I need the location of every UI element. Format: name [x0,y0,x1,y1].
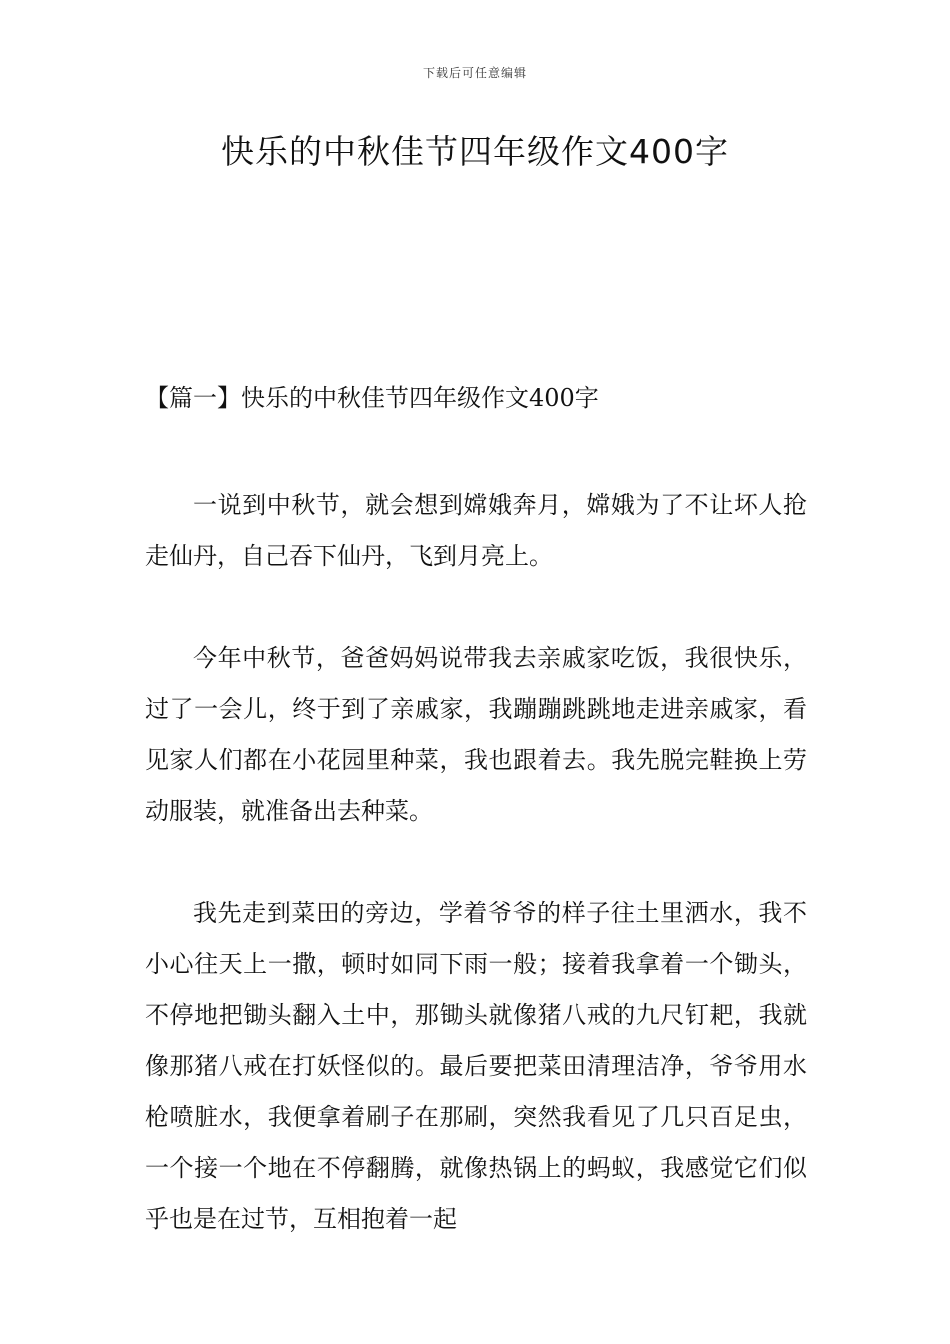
document-body [145,378,807,1296]
document-title: 快乐的中秋佳节四年级作文400字 [221,132,729,171]
paragraph-1: 一说到中秋节，就会想到嫦娥奔月，嫦娥为了不让坏人抢走仙丹，自己吞下仙丹，飞到月亮上。 [145,491,807,570]
section-heading: 【篇一】快乐的中秋佳节四年级作文400字 [145,384,599,412]
header-note: 下载后可任意编辑 [422,66,527,80]
paragraph-3: 我先走到菜田的旁边，学着爷爷的样子往土里洒水，我不小心往天上一撒，顿时如同下雨一般；接着我拿着一个锄头，不停地把锄头翻入土中，那锄头就像猪八戒的九尺钉耙，我就像那猪八戒在打妖怪似的。最后要把菜田清理洁净，爷爷用水枪喷脏水，我便拿着刷子在那刷，突然我看见了几只百足虫，一个接一个地在不停翻腾，就像热锅上的蚂蚁，我感觉它们似乎也是在过节，互相抱着一起 [145,899,807,1233]
paragraph-2: 今年中秋节，爸爸妈妈说带我去亲戚家吃饭，我很快乐，过了一会儿，终于到了亲戚家，我蹦蹦跳跳地走进亲戚家，看见家人们都在小花园里种菜，我也跟着去。我先脱完鞋换上劳动服装，就准备出去种菜。 [145,644,807,825]
